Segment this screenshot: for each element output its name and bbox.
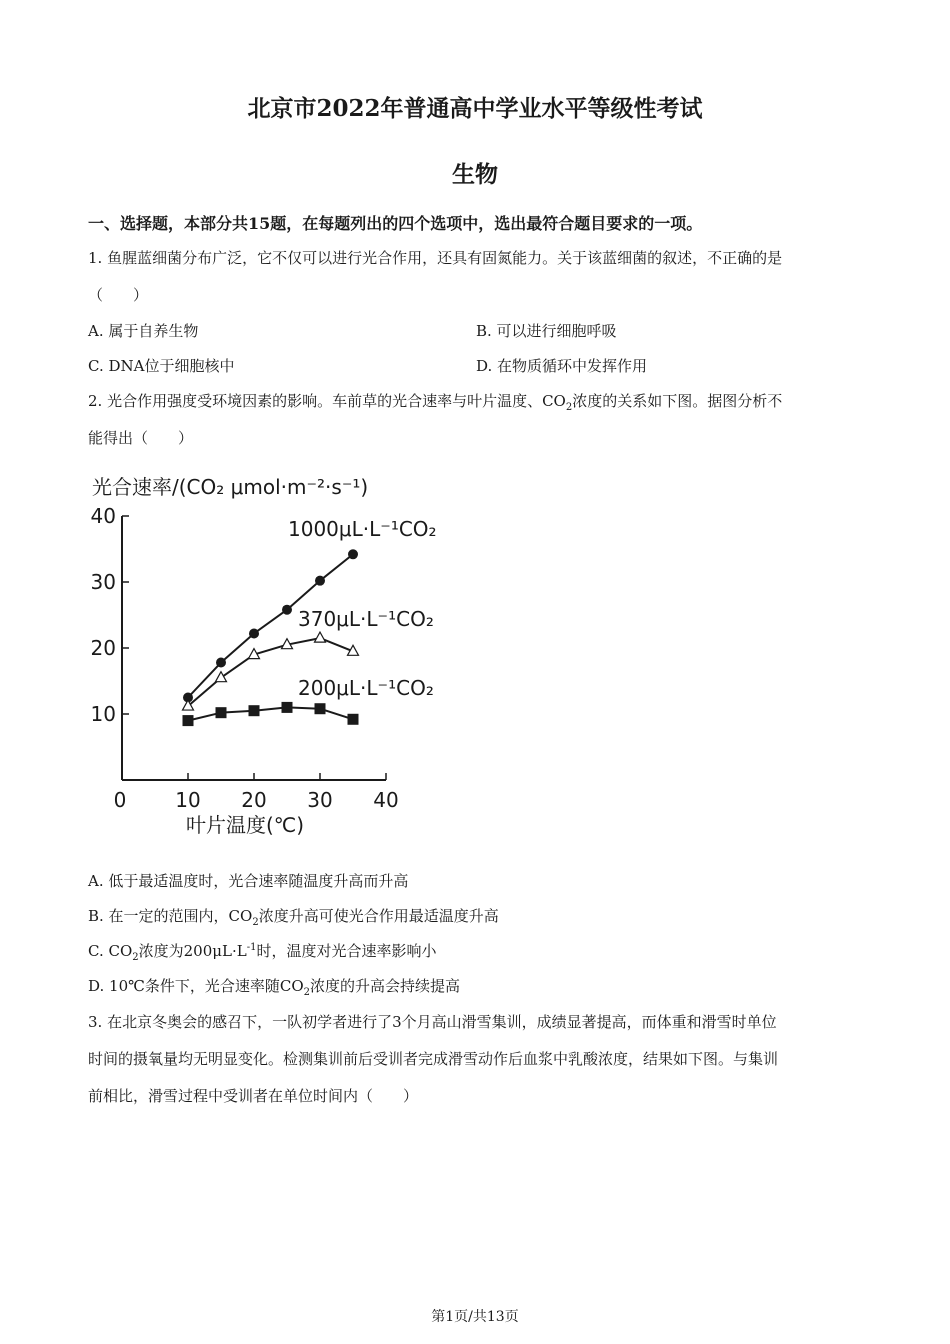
q3-stem-line3: 前相比，滑雪过程中受训者在单位时间内（ ） — [88, 1087, 419, 1105]
data-point-square — [282, 702, 293, 713]
data-point-circle — [315, 576, 325, 586]
photosynthesis-chart — [80, 470, 460, 850]
q1-option-c: C. DNA位于细胞核中 — [88, 357, 235, 375]
y-tick-label: 40 — [90, 504, 116, 528]
q3-stem-line1: 3. 在北京冬奥会的感召下，一队初学者进行了3个月高山滑雪集训，成绩显著提高，而体重和滑雪时单位 — [88, 1013, 777, 1031]
x-tick-label: 20 — [241, 788, 267, 812]
page-footer: 第1页/共13页 — [431, 1309, 519, 1325]
data-point-square — [315, 703, 326, 714]
chart-ylabel: 光合速率/(CO₂ μmol·m⁻²·s⁻¹) — [92, 475, 369, 499]
data-point-square — [348, 714, 359, 725]
q2-option-a: A. 低于最适温度时，光合速率随温度升高而升高 — [88, 872, 409, 890]
q1-option-a: A. 属于自养生物 — [88, 322, 199, 340]
x-tick-label: 40 — [373, 788, 399, 812]
data-point-circle — [348, 549, 358, 559]
series-label: 370μL·L⁻¹CO₂ — [298, 607, 434, 631]
q1-stem-line2: （ ） — [88, 286, 149, 304]
series-line — [188, 707, 353, 720]
q2-option-d: D. 10℃条件下，光合速率随$CO_2$浓度的升高会持续提高 — [88, 977, 461, 998]
page-title: 北京市2022年普通高中学业水平等级性考试 — [247, 95, 703, 122]
q2-stem-line1: 2. 光合作用强度受环境因素的影响。车前草的光合速率与叶片温度、$CO_2$浓度的关系如下图。据图分析不 — [88, 392, 783, 413]
x-tick-label: 0 — [113, 788, 127, 812]
data-point-square — [183, 715, 194, 726]
x-tick-label: 10 — [175, 788, 201, 812]
q1-option-d: D. 在物质循环中发挥作用 — [476, 357, 648, 375]
q2-option-b: B. 在一定的范围内，$CO_2$浓度升高可使光合作用最适温度升高 — [88, 907, 499, 928]
x-tick-label: 30 — [307, 788, 333, 812]
data-point-square — [249, 705, 260, 716]
q1-option-b: B. 可以进行细胞呼吸 — [476, 322, 617, 340]
q3-stem-line2: 时间的摄氧量均无明显变化。检测集训前后受训者完成滑雪动作后血浆中乳酸浓度，结果如下图。与集训 — [88, 1050, 779, 1068]
data-point-circle — [249, 628, 259, 638]
data-point-triangle — [216, 672, 227, 682]
data-point-square — [216, 707, 227, 718]
y-tick-label: 10 — [90, 702, 116, 726]
y-tick-label: 30 — [90, 570, 116, 594]
data-point-triangle — [315, 632, 326, 642]
q1-stem-line1: 1. 鱼腥蓝细菌分布广泛，它不仅可以进行光合作用，还具有固氮能力。关于该蓝细菌的叙述，不正确的是 — [88, 249, 783, 267]
series-label: 200μL·L⁻¹CO₂ — [298, 676, 434, 700]
series-label: 1000μL·L⁻¹CO₂ — [288, 517, 437, 541]
data-point-circle — [282, 605, 292, 615]
q2-option-c: C. $CO_2$浓度为$200\mu L\cdot L^{-1}$时，温度对光合速率影响小 — [88, 942, 437, 963]
data-point-circle — [216, 658, 226, 668]
y-tick-label: 20 — [90, 636, 116, 660]
chart-xlabel: 叶片温度(℃) — [186, 813, 305, 837]
section-heading: 一、选择题，本部分共15题，在每题列出的四个选项中，选出最符合题目要求的一项。 — [88, 214, 703, 233]
subject-title: 生物 — [452, 161, 498, 188]
q2-stem-line2: 能得出（ ） — [88, 429, 194, 447]
